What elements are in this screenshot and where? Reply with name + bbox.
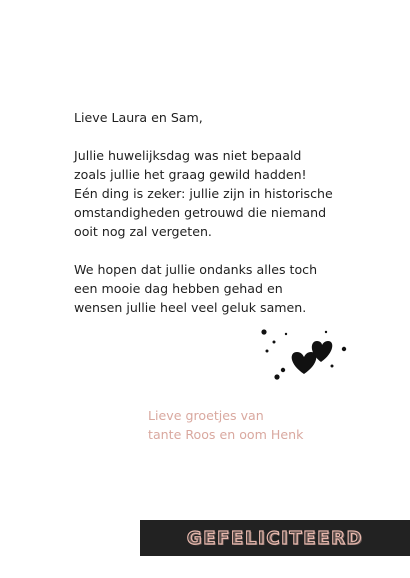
letter-greeting: Lieve Laura en Sam, (74, 110, 203, 125)
letter-body (74, 108, 374, 336)
letter-paragraph-1: Jullie huwelijksdag was niet bepaald zoals jullie het graag gewild hadden! Eén ding is zeker: jullie zijn in historische omstandigheden getrouwd die niemand ooit nog zal vergeten. (74, 148, 333, 239)
signoff-line-2: tante Roos en oom Henk (148, 427, 304, 442)
letter-paragraph-2: We hopen dat jullie ondanks alles toch een mooie dag hebben gehad en wensen jullie heel veel geluk samen. (74, 262, 318, 315)
signoff (148, 406, 368, 444)
signoff-line-1: Lieve groetjes van (148, 408, 264, 423)
hearts-confetti-icon (256, 326, 352, 386)
congratulations-banner (140, 520, 410, 556)
banner-text: GEFELICITEERD (186, 527, 364, 549)
